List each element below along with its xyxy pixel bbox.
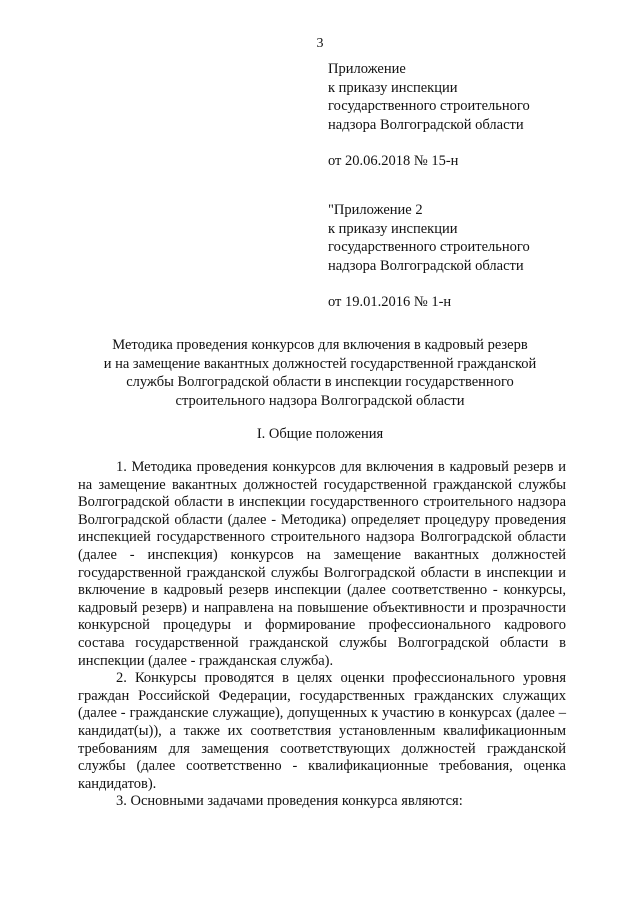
appendix-line: Приложение xyxy=(328,61,406,77)
appendix-line: к приказу инспекции xyxy=(328,79,458,96)
appendix-line: к приказу инспекции xyxy=(328,220,458,237)
appendix-original-block xyxy=(328,201,618,312)
document-title xyxy=(60,336,580,410)
paragraph: 3. Основными задачами проведения конкурса являются: xyxy=(116,793,463,810)
appendix-line: государственного строительного xyxy=(328,98,530,114)
appendix-line: государственного строительного xyxy=(328,239,530,255)
appendix-line: надзора Волгоградской области xyxy=(328,257,524,274)
title-line: строительного надзора Волгоградской области xyxy=(175,392,465,409)
section-heading: I. Общие положения xyxy=(256,426,384,442)
appendix-line: надзора Волгоградской области xyxy=(328,116,524,133)
appendix-line: "Приложение 2 xyxy=(328,202,423,218)
title-line: Методика проведения конкурсов для включения в кадровый резерв xyxy=(112,337,528,353)
appendix-current-block xyxy=(328,60,618,171)
document-body xyxy=(78,459,566,811)
page-number: 3 xyxy=(316,36,324,51)
appendix-date: от 20.06.2018 № 15-н xyxy=(328,153,459,169)
paragraph: 2. Конкурсы проводятся в целях оценки профессионального уровня граждан Российской Федерации, государственных гражданских служащих (далее - гражданские служащие), допущенных к участию в конкурсах (далее – кандидат(ы)), а также их соответствия установленным квалификационным требованиям для замещения соответствующих должностей гражданской службы (далее соответственно - квалификационные требования, оценка кандидатов). xyxy=(78,670,566,792)
title-line: службы Волгоградской области в инспекции государственного xyxy=(126,374,514,390)
paragraph: 1. Методика проведения конкурсов для включения в кадровый резерв и на замещение вакантных должностей государственной гражданской службы Волгоградской области в инспекции государственного строительного надзора Волгоградской области (далее - Методика) определяет процедуру проведения инспекцией государственного строительного надзора Волгоградской области (далее - инспекция) конкурсов на замещение вакантных должностей государственной гражданской службы Волгоградской области в инспекции и включение в кадровый резерв инспекции (далее соответственно - конкурсы, кадровый резерв) и направлена на повышение объективности и прозрачности конкурсной процедуры и формирование профессионального кадрового состава государственной гражданской службы Волгоградской области в инспекции (далее - гражданская служба). xyxy=(78,459,566,669)
appendix-date: от 19.01.2016 № 1-н xyxy=(328,294,452,310)
title-line: и на замещение вакантных должностей государственной гражданской xyxy=(103,355,537,372)
